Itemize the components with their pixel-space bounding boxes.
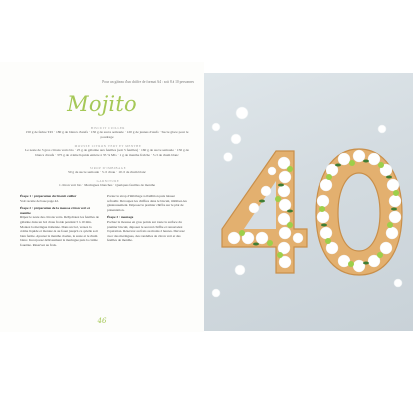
recipe-title: Mojito [67,92,137,116]
steps-column-right [107,194,187,243]
steps-column-left [20,194,100,248]
step-title: Étape 1 : préparation du biscuit cuiller [20,194,77,198]
number-cake-illustration [204,73,413,331]
page-number: 46 [97,317,107,325]
section-heading-biscuit: BISCUIT CUILLER [90,126,126,130]
step-title: Étape 2 : préparation de la mousse citron vert et menthe [20,206,90,215]
section-heading-sirop: SIROP D'IMBIBAGE [89,166,127,170]
step-body: Portez le sirop d'imbibage à ébullition puis laissez refroidir. Découpez les chiffres dans le biscuit, imbibez-les généreusement. Déposez le premier chiffre sur le plat de présentation. [107,194,187,212]
digit-zero [316,149,402,275]
digit-four [222,151,307,273]
servings-note: Pour un gâteau d'un chiffre de format A4 : soit 8 à 10 personnes [102,80,194,84]
step-body: Pochez la mousse en gros points sur toute la surface du premier biscuit, déposez le second chiffre et renouvelez l'opération. Réservez au frais au moins 2 heures. Décorez avec des meringues, des rondelles de citron vert et des feuilles de menthe. [107,219,185,243]
section-body-biscuit: 150 g de farine T45 · 180 g de blancs d'œufs · 150 g de sucre semoule · 120 g de jaunes d'œufs · Sucre glace pour le poudrage [25,130,189,139]
section-body-garniture: 1 citron vert bio · Meringues blanches · Quelques feuilles de menthe [58,183,156,187]
recipe-page [0,62,204,332]
section-body-mousse: Le zeste de 3 gros citrons verts bio · 25 g de gélatine aux feuilles (soit 5 feuilles) · 160 g de sucre semoule · 150 g de blancs d'œufs · 375 g de crème liquide entière à 35 % MG · 1 g de menthe fraîche · 5 cl de rhum blanc [25,148,189,157]
section-heading-garniture: GARNITURE [96,179,120,183]
step-body: Voir recette de base page 42. [20,198,59,203]
step-title: Étape 3 : montage [107,215,134,220]
section-heading-mousse: MOUSSE CITRON VERT ET MENTHE [74,144,142,148]
cake-photo [204,73,413,331]
section-body-sirop: 50 g de sucre semoule · 5 cl d'eau · 10 cl de rhum blanc [68,170,146,174]
step-body: Râpez le zeste des citrons verts. Réhydratez les feuilles de gélatine dans un bol d'eau froide pendant 5 à 10 min. Montez la meringue italienne. Dans un bol, versez la crème liquide et montez-la au fouet jusqu'à ce qu'elle soit bien ferme. Ajoutez la menthe ciselée, le zeste et le rhum blanc. Incorporez délicatement la meringue puis la crème fouettée. Réservez au frais. [20,215,99,247]
